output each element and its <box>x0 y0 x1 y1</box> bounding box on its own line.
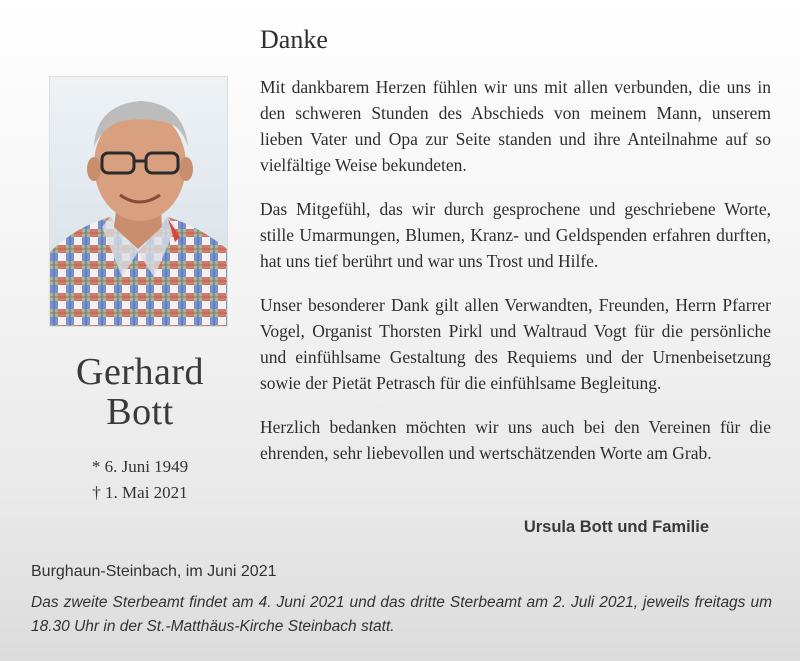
paragraph: Das Mitgefühl, das wir durch gesprochene und geschriebene Worte, stille Umarmungen, Blumen, Kranz- und Geldspenden erfahren durften, hat uns tief berührt und war uns Trost und Hilfe. <box>260 199 771 271</box>
portrait-photo <box>50 77 227 326</box>
notice-title: Danke <box>260 25 328 54</box>
service-note: Das zweite Sterbeamt findet am 4. Juni 2021 und das dritte Sterbeamt am 2. Juli 2021, jeweils freitags um 18.30 Uhr in der St.-Matthäus-Kirche Steinbach statt. <box>31 594 772 635</box>
birth-date: * 6. Juni 1949 <box>91 457 189 476</box>
life-dates <box>40 454 240 506</box>
place-date: Burghaun-Steinbach, im Juni 2021 <box>31 563 277 580</box>
paragraph: Mit dankbarem Herzen fühlen wir uns mit allen verbunden, die uns in den schweren Stunden des Abschieds von meinem Mann, unserem lieben Vater und Opa zur Seite standen und ihre Anteilnahme auf so vielfältige Weise bekundeten. <box>260 77 771 175</box>
first-name: Gerhard <box>76 351 204 393</box>
signature: Ursula Bott und Familie <box>523 518 709 536</box>
thanks-text <box>260 22 771 484</box>
deceased-info <box>40 352 240 506</box>
last-name: Bott <box>106 391 174 433</box>
paragraph: Unser besonderer Dank gilt allen Verwandten, Freunden, Herrn Pfarrer Vogel, Organist Thorsten Pirkl und Waltraud Vogt für die persönliche und einfühlsame Gestaltung des Requiems und der Urnenbeisetzung sowie der Pietät Petrasch für die einfühlsame Begleitung. <box>260 295 771 393</box>
paragraph: Herzlich bedanken möchten wir uns auch bei den Vereinen für die ehrenden, sehr liebevollen und wertschätzenden Worte am Grab. <box>260 417 771 463</box>
death-date: † 1. Mai 2021 <box>92 483 188 502</box>
